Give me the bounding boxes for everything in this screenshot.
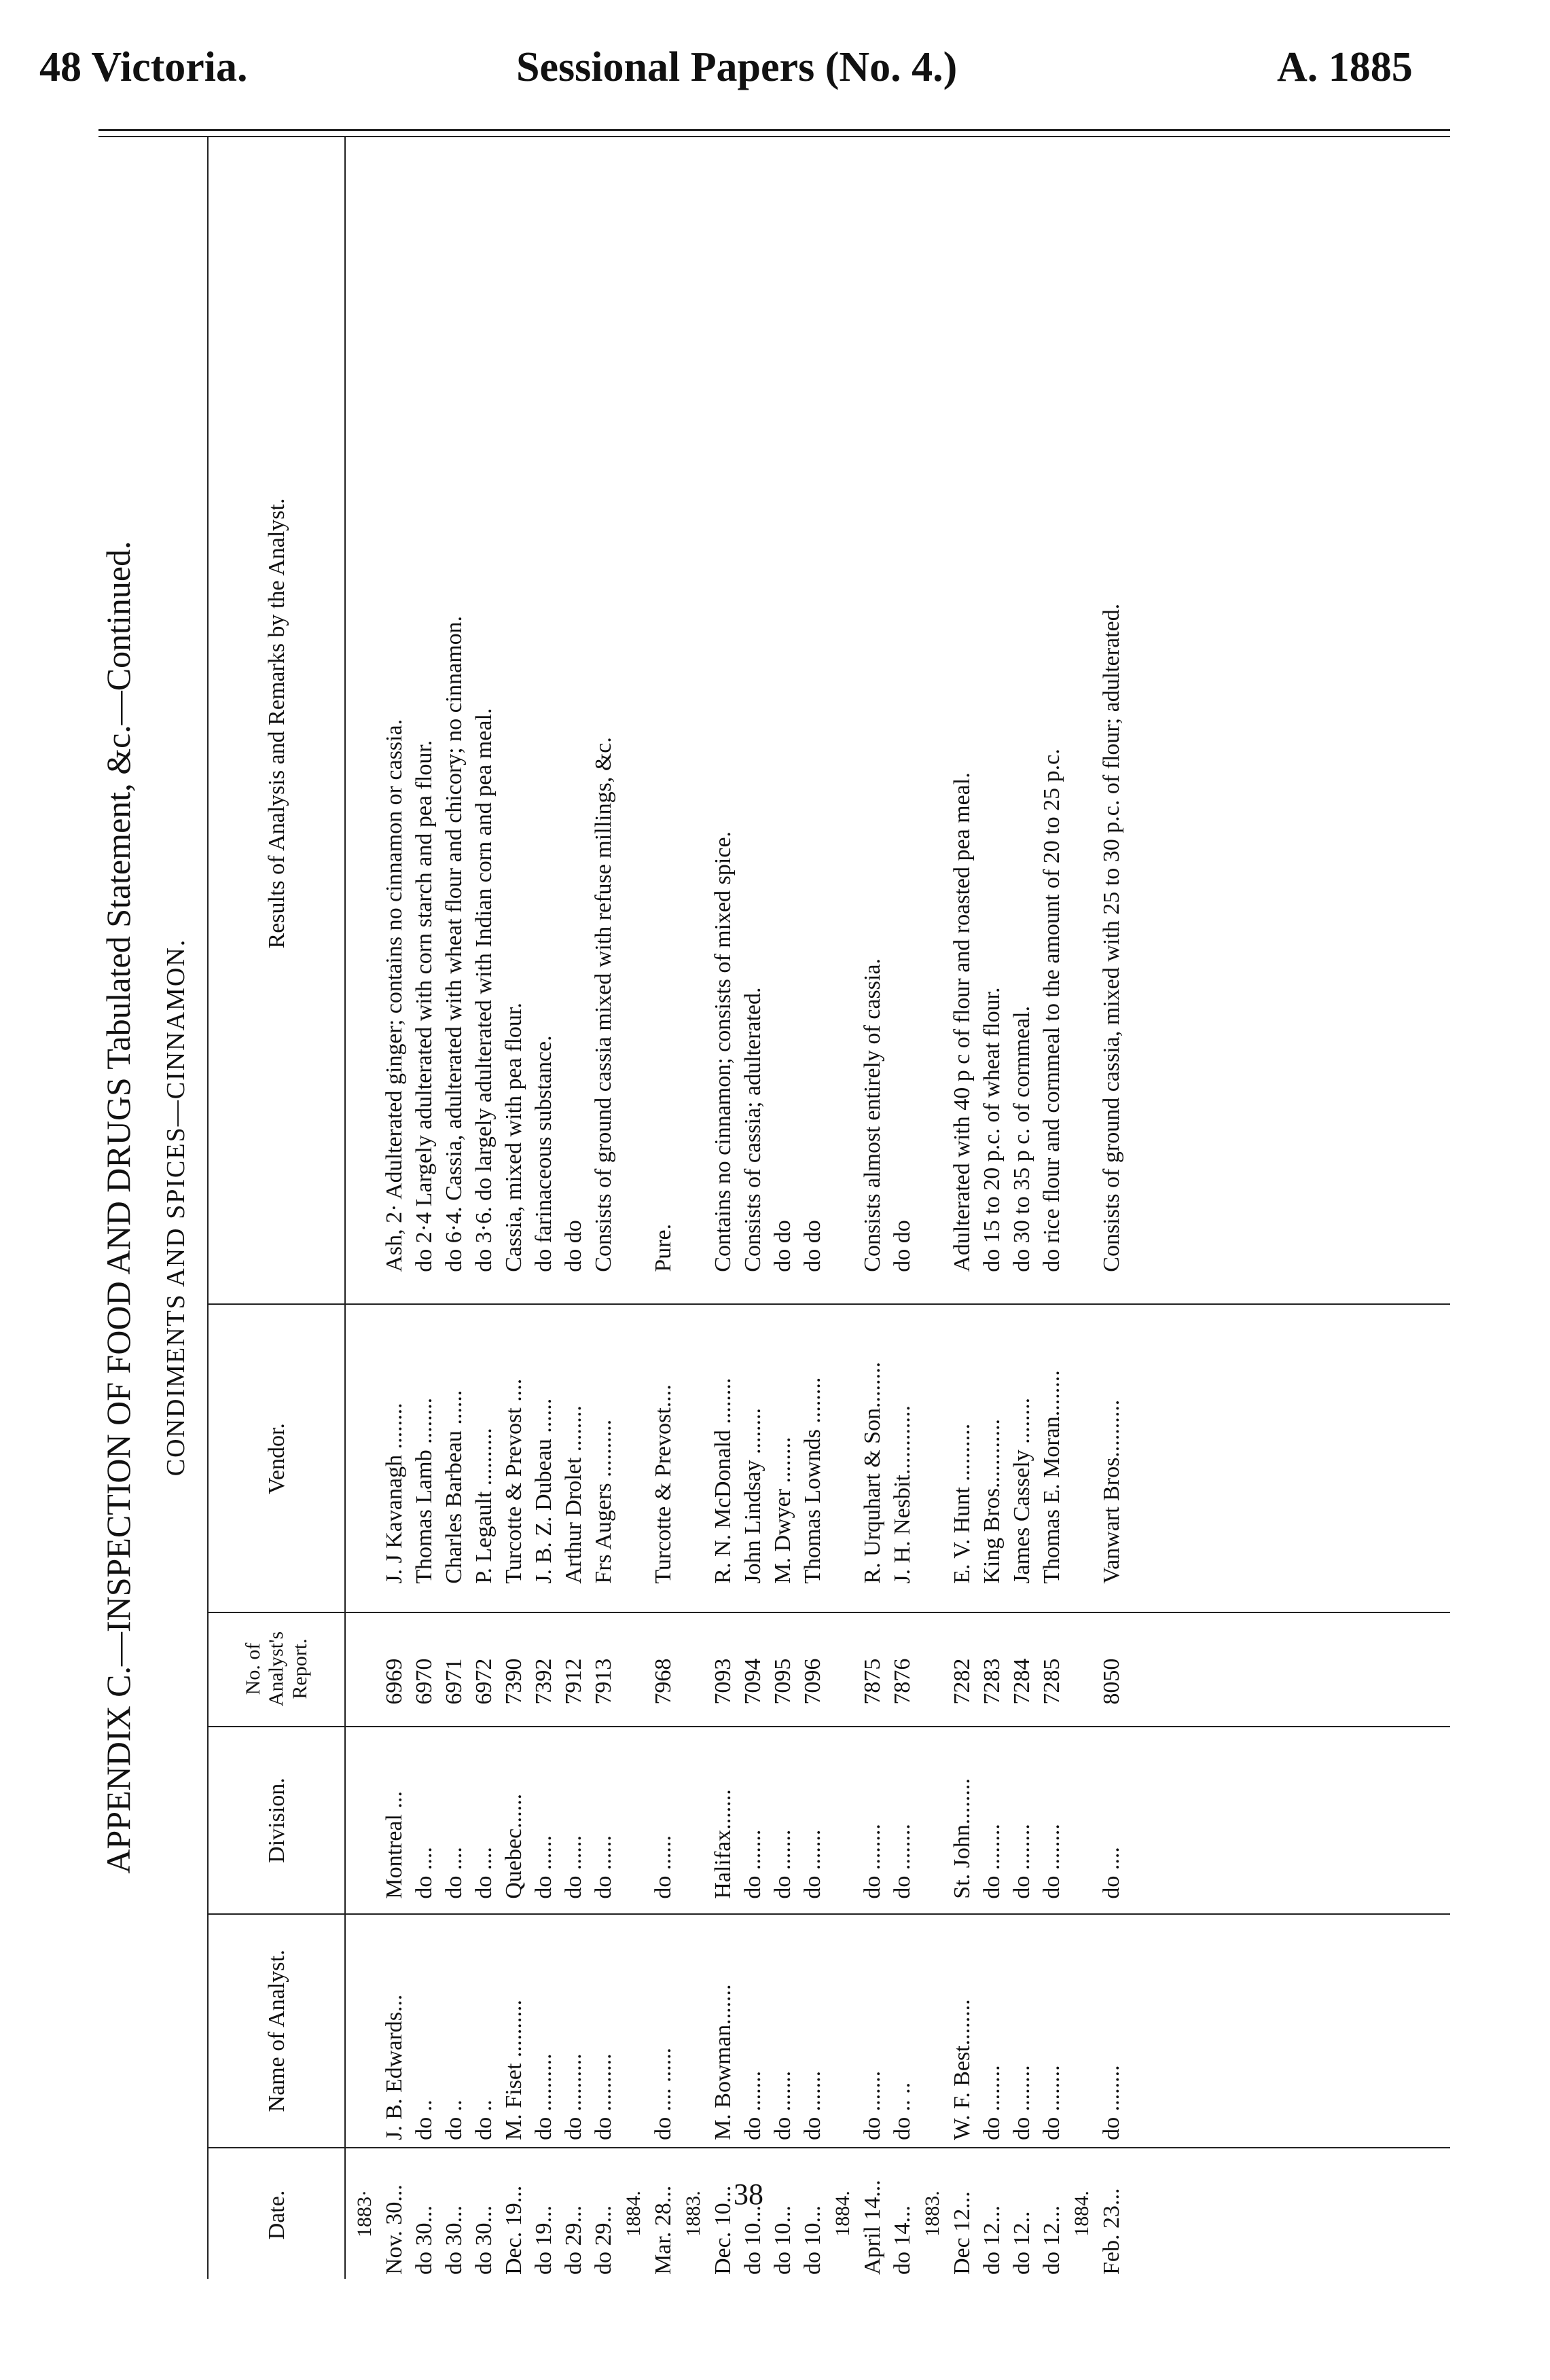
table-row bbox=[1037, 136, 1067, 2279]
cell-division: do ........ bbox=[1039, 1824, 1064, 1899]
table-row bbox=[380, 136, 410, 2279]
table-subtitle: CONDIMENTS AND SPICES—CINNAMON. bbox=[162, 938, 190, 1477]
table-row bbox=[439, 136, 469, 2279]
year-label: 1883. bbox=[682, 2190, 704, 2237]
header-left: 48 Victoria. bbox=[39, 44, 248, 90]
year-label: 1883. bbox=[921, 2190, 943, 2237]
cell-analyst: J. B. Edwards... bbox=[382, 1994, 407, 2140]
cell-report: 7093 bbox=[710, 1658, 736, 1705]
cell-report: 7284 bbox=[1009, 1658, 1034, 1705]
cell-date: do 30... bbox=[471, 2205, 497, 2275]
cell-division: Halifax....... bbox=[710, 1789, 736, 1899]
cell-analyst: do .......... bbox=[561, 2053, 586, 2140]
cell-division: do .... bbox=[441, 1847, 467, 1899]
cell-analyst: M. Bowman....... bbox=[710, 1984, 736, 2140]
cell-date: April 14... bbox=[860, 2180, 885, 2275]
cell-vendor: J. J Kavanagh ........ bbox=[382, 1403, 407, 1584]
cell-result: do 30 to 35 p c. of cornmeal. bbox=[1009, 1005, 1034, 1272]
table-row bbox=[858, 136, 888, 2279]
cell-division: Montreal ... bbox=[382, 1791, 407, 1899]
cell-analyst: do .... ...... bbox=[651, 2047, 676, 2140]
rotated-table bbox=[98, 136, 1450, 2279]
table-row bbox=[499, 136, 529, 2279]
cell-analyst: do ........ bbox=[1099, 2065, 1124, 2140]
cell-analyst: do .. bbox=[412, 2099, 437, 2140]
cell-date: Feb. 23... bbox=[1099, 2188, 1124, 2275]
table-row bbox=[589, 136, 619, 2279]
cell-report: 7876 bbox=[890, 1658, 915, 1705]
cell-date: do 10... bbox=[740, 2205, 765, 2275]
cell-date: do 29... bbox=[561, 2205, 586, 2275]
cell-division: do ........ bbox=[860, 1824, 885, 1899]
cell-analyst: do ....... bbox=[770, 2070, 795, 2140]
cell-date: do 12.. bbox=[1009, 2211, 1034, 2275]
cell-result: Consists almost entirely of cassia. bbox=[860, 958, 885, 1272]
cell-report: 7096 bbox=[800, 1658, 825, 1705]
cell-analyst: do ........ bbox=[979, 2065, 1005, 2140]
cell-date: Dec. 10... bbox=[710, 2185, 736, 2275]
cell-analyst: do ....... bbox=[860, 2070, 885, 2140]
cell-result: do do bbox=[800, 1220, 825, 1272]
cell-result: do 15 to 20 p.c. of wheat flour. bbox=[979, 987, 1005, 1272]
cell-report: 6972 bbox=[471, 1658, 497, 1705]
cell-date: do 10... bbox=[800, 2205, 825, 2275]
cell-vendor: Frs Augers .......... bbox=[591, 1419, 616, 1584]
cell-result: Pure. bbox=[651, 1223, 676, 1272]
cell-vendor: John Lindsay ........ bbox=[740, 1407, 765, 1584]
cell-report: 7392 bbox=[531, 1658, 556, 1705]
cell-vendor: Vanwart Bros.......... bbox=[1099, 1399, 1124, 1584]
cell-vendor: P. Legault .......... bbox=[471, 1428, 497, 1584]
cell-vendor: James Cassely ........ bbox=[1009, 1397, 1034, 1584]
cell-analyst: do .......... bbox=[531, 2053, 556, 2140]
cell-date: do 14... bbox=[890, 2205, 915, 2275]
cell-division: do ...... bbox=[591, 1835, 616, 1899]
year-row bbox=[619, 136, 649, 2279]
cell-result: do 2·4 Largely adulterated with corn starch and pea flour. bbox=[412, 740, 437, 1272]
cell-date: Dec 12... bbox=[950, 2191, 975, 2275]
cell-report: 8050 bbox=[1099, 1658, 1124, 1705]
cell-report: 7390 bbox=[501, 1658, 526, 1705]
cell-date: do 29... bbox=[591, 2205, 616, 2275]
cell-vendor: Turcotte & Prevost .... bbox=[501, 1378, 526, 1584]
year-label: 1884. bbox=[622, 2190, 645, 2237]
cell-division: Quebec...... bbox=[501, 1793, 526, 1899]
table-row bbox=[768, 136, 798, 2279]
col-division: Division. bbox=[264, 1778, 289, 1863]
cell-date: do 12... bbox=[979, 2205, 1005, 2275]
table-row bbox=[559, 136, 589, 2279]
table-row bbox=[738, 136, 768, 2279]
cell-vendor: Thomas E. Moran........ bbox=[1039, 1370, 1064, 1584]
table-row bbox=[977, 136, 1007, 2279]
cell-report: 7094 bbox=[740, 1658, 765, 1705]
cell-report: 7875 bbox=[860, 1658, 885, 1705]
year-label: 1883· bbox=[353, 2189, 376, 2237]
cell-result: do do bbox=[770, 1220, 795, 1272]
cell-result: do 6·4. Cassia, adulterated with wheat flour and chicory; no cinnamon. bbox=[441, 615, 467, 1272]
cell-report: 7968 bbox=[651, 1658, 676, 1705]
cell-report: 6971 bbox=[441, 1658, 467, 1705]
table-title: APPENDIX C.—INSPECTION OF FOOD AND DRUGS Tabulated Statement, &c.—Continued. bbox=[99, 541, 137, 1874]
cell-result: Contains no cinnamon; consists of mixed spice. bbox=[710, 831, 736, 1272]
year-row bbox=[828, 136, 858, 2279]
year-row bbox=[350, 136, 380, 2279]
cell-division: do .... bbox=[412, 1847, 437, 1899]
cell-date: do 10... bbox=[770, 2205, 795, 2275]
cell-result: do 3·6. do largely adulterated with Indian corn and pea meal. bbox=[471, 708, 497, 1272]
cell-result: Cassia, mixed with pea flour. bbox=[501, 1003, 526, 1272]
cell-vendor: E. V. Hunt .......... bbox=[950, 1423, 975, 1584]
table-row bbox=[1097, 136, 1127, 2279]
cell-vendor: R. Urquhart & Son........ bbox=[860, 1361, 885, 1584]
cell-vendor: Turcotte & Prevost.... bbox=[651, 1384, 676, 1584]
header-right: A. 1885 bbox=[1277, 44, 1413, 90]
cell-report: 7282 bbox=[950, 1658, 975, 1705]
header-center: Sessional Papers (No. 4.) bbox=[516, 44, 958, 90]
table-row bbox=[888, 136, 918, 2279]
cell-division: do .... bbox=[1099, 1847, 1124, 1899]
table-row bbox=[1007, 136, 1037, 2279]
cell-division: do ........ bbox=[979, 1824, 1005, 1899]
cell-report: 7912 bbox=[561, 1658, 586, 1705]
header-rule bbox=[98, 129, 1450, 131]
year-label: 1884. bbox=[831, 2190, 854, 2237]
cell-analyst: do .. bbox=[441, 2099, 467, 2140]
cell-division: do ........ bbox=[1009, 1824, 1034, 1899]
table-row bbox=[649, 136, 679, 2279]
year-row bbox=[1067, 136, 1097, 2279]
cell-division: do ....... bbox=[800, 1829, 825, 1899]
cell-analyst: W. F. Best........ bbox=[950, 1999, 975, 2140]
data-table bbox=[350, 136, 1127, 2279]
col-report: No. of Analyst's Report. bbox=[241, 1631, 311, 1707]
cell-analyst: do .. bbox=[471, 2099, 497, 2140]
cell-vendor: Thomas Lamb ........ bbox=[412, 1397, 437, 1584]
cell-report: 6969 bbox=[382, 1658, 407, 1705]
page-number: 38 bbox=[734, 2178, 763, 2211]
cell-analyst: do ....... bbox=[800, 2070, 825, 2140]
col-date: Date. bbox=[264, 2190, 289, 2240]
year-row bbox=[918, 136, 948, 2279]
cell-division: do ...... bbox=[531, 1835, 556, 1899]
cell-report: 7095 bbox=[770, 1658, 795, 1705]
cell-report: 7285 bbox=[1039, 1658, 1064, 1705]
cell-analyst: do ....... bbox=[740, 2070, 765, 2140]
cell-result: Consists of ground cassia, mixed with 25 to 30 p.c. of flour; adulterated. bbox=[1099, 603, 1124, 1272]
cell-result: do do bbox=[890, 1220, 915, 1272]
cell-date: Dec. 19... bbox=[501, 2185, 526, 2275]
cell-division: do ........ bbox=[890, 1824, 915, 1899]
cell-result: do rice flour and cornmeal to the amount of 20 to 25 p.c. bbox=[1039, 749, 1064, 1272]
cell-date: Nov. 30... bbox=[382, 2184, 407, 2275]
cell-division: do .... bbox=[471, 1847, 497, 1899]
cell-result: do farinaceous substance. bbox=[531, 1035, 556, 1272]
cell-vendor: J. B. Z. Dubeau ...... bbox=[531, 1398, 556, 1584]
table-row bbox=[410, 136, 439, 2279]
cell-date: do 30... bbox=[412, 2205, 437, 2275]
cell-division: do ....... bbox=[770, 1829, 795, 1899]
cell-vendor: Thomas Lownds ........ bbox=[800, 1377, 825, 1584]
table-row bbox=[798, 136, 828, 2279]
cell-result: do do bbox=[561, 1220, 586, 1272]
cell-division: St. John........ bbox=[950, 1778, 975, 1899]
cell-report: 7283 bbox=[979, 1658, 1005, 1705]
cell-date: Mar. 28... bbox=[651, 2185, 676, 2275]
col-analyst: Name of Analyst. bbox=[264, 1949, 289, 2112]
table-row bbox=[708, 136, 738, 2279]
cell-division: do ...... bbox=[651, 1835, 676, 1899]
cell-analyst: do ........ bbox=[1039, 2065, 1064, 2140]
header-bottom-rule bbox=[344, 136, 346, 2279]
cell-report: 6970 bbox=[412, 1658, 437, 1705]
cell-result: Adulterated with 40 p c of flour and roasted pea meal. bbox=[950, 772, 975, 1272]
table-top-rule bbox=[207, 136, 209, 2279]
cell-result: Consists of ground cassia mixed with refuse millings, &c. bbox=[591, 737, 616, 1272]
cell-analyst: M. Fiset .......... bbox=[501, 2000, 526, 2140]
year-row bbox=[679, 136, 708, 2279]
cell-vendor: Charles Barbeau ...... bbox=[441, 1390, 467, 1584]
cell-vendor: J. H. Nesbit............ bbox=[890, 1405, 915, 1584]
col-results: Results of Analysis and Remarks by the Analyst. bbox=[264, 498, 289, 949]
year-label: 1884. bbox=[1070, 2190, 1093, 2237]
table-row bbox=[529, 136, 559, 2279]
cell-division: do ...... bbox=[561, 1835, 586, 1899]
cell-date: do 12... bbox=[1039, 2205, 1064, 2275]
cell-analyst: do .......... bbox=[591, 2053, 616, 2140]
cell-result: Ash, 2· Adulterated ginger; contains no cinnamon or cassia. bbox=[382, 719, 407, 1272]
cell-date: do 30... bbox=[441, 2205, 467, 2275]
cell-division: do ....... bbox=[740, 1829, 765, 1899]
table-row bbox=[469, 136, 499, 2279]
cell-vendor: Arthur Drolet ........ bbox=[561, 1405, 586, 1584]
page-header bbox=[0, 43, 1550, 105]
cell-analyst: do ........ bbox=[1009, 2065, 1034, 2140]
cell-vendor: M. Dwyer ........ bbox=[770, 1437, 795, 1584]
col-vendor: Vendor. bbox=[264, 1423, 289, 1494]
cell-vendor: R. N. McDonald ........ bbox=[710, 1377, 736, 1584]
cell-date: do 19... bbox=[531, 2205, 556, 2275]
table-row bbox=[948, 136, 977, 2279]
cell-report: 7913 bbox=[591, 1658, 616, 1705]
cell-result: Consists of cassia; adulterated. bbox=[740, 987, 765, 1272]
cell-analyst: do .. .. bbox=[890, 2082, 915, 2140]
cell-vendor: King Bros............ bbox=[979, 1418, 1005, 1584]
